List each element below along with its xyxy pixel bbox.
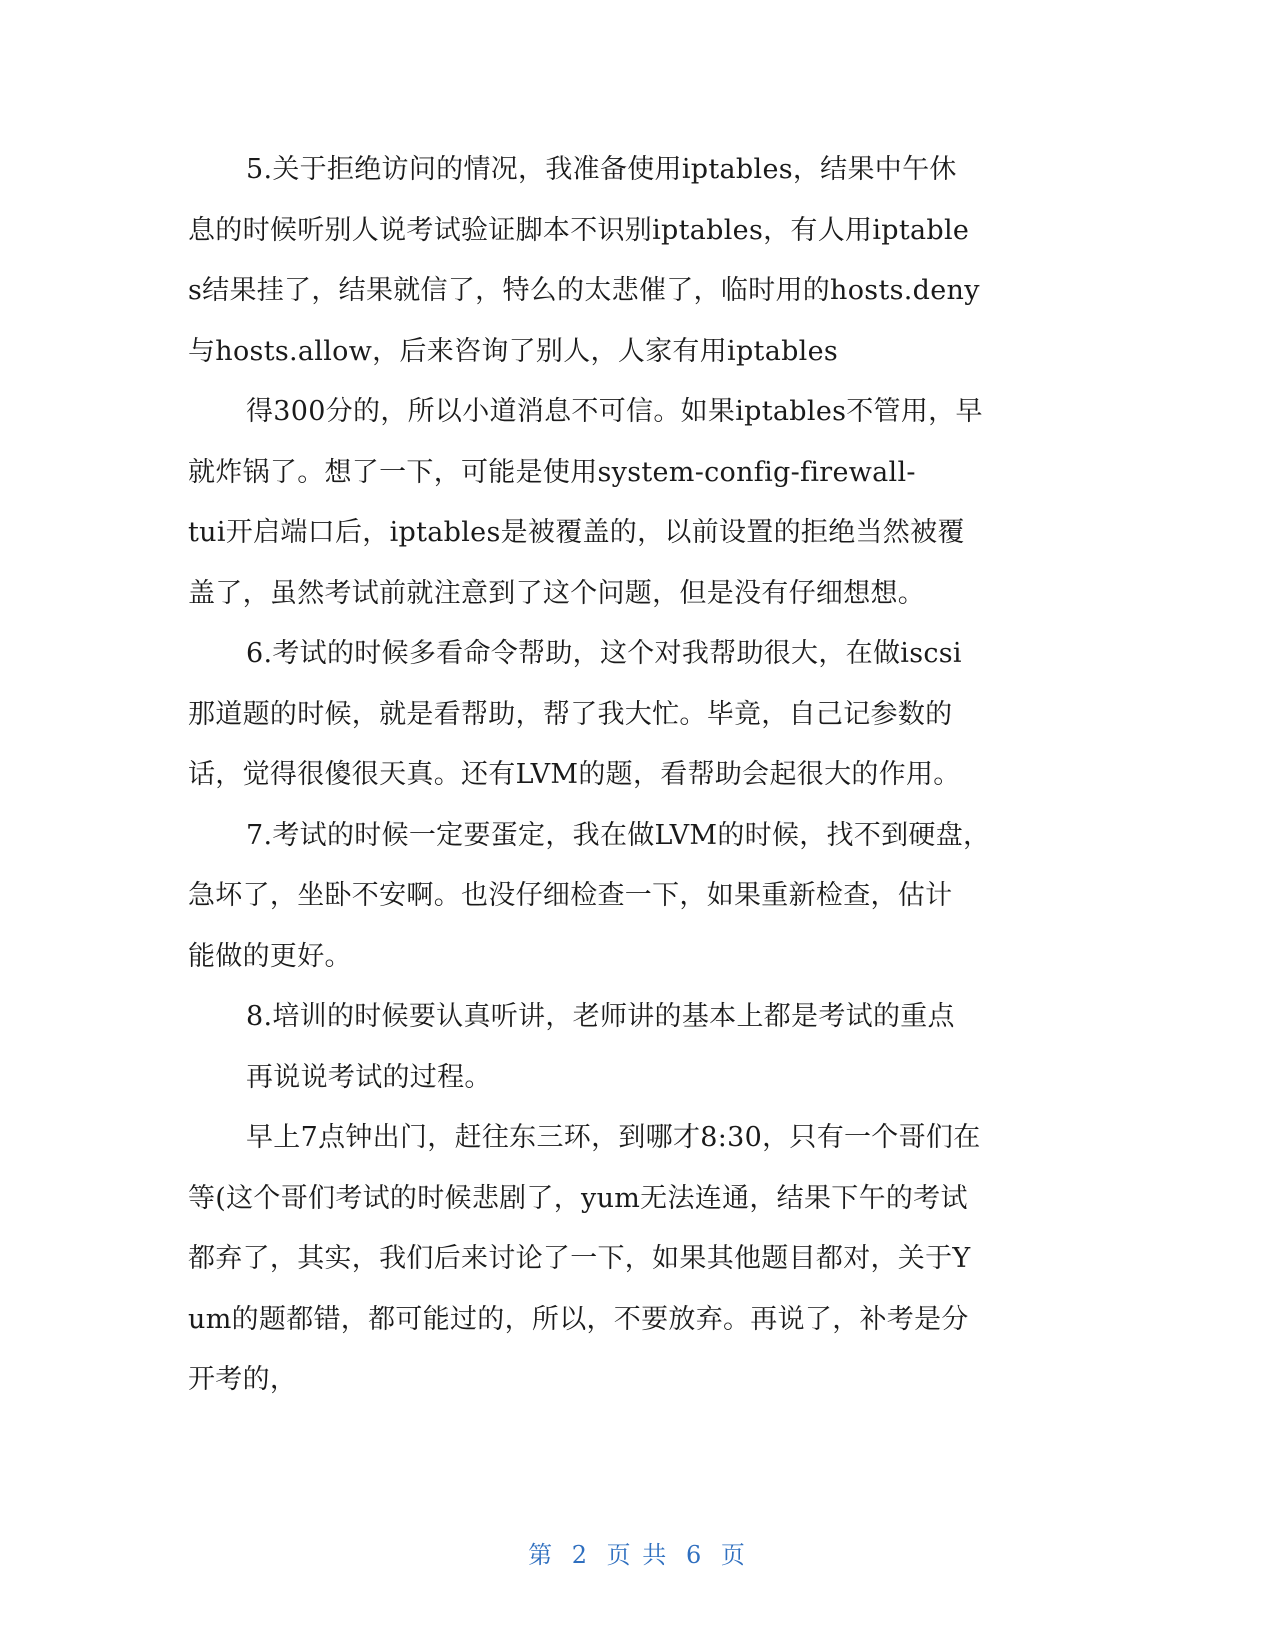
text-line: 早上7点钟出门，赶往东三环，到哪才8:30，只有一个哥们在	[246, 1122, 981, 1153]
text-line: 话，觉得很傻很天真。还有LVM的题，看帮助会起很大的作用。	[188, 759, 961, 790]
footer-total-pages: 6	[685, 1541, 704, 1569]
text-line: 7.考试的时候一定要蛋定，我在做LVM的时候，找不到硬盘，	[246, 819, 991, 851]
text-line: 开考的，	[188, 1364, 298, 1395]
text-line: 都弃了，其实，我们后来讨论了一下，如果其他题目都对，关于Y	[188, 1243, 971, 1274]
text-line: 那道题的时候，就是看帮助，帮了我大忙。毕竟，自己记参数的	[188, 698, 953, 730]
text-line: 得300分的，所以小道消息不可信。如果iptables不管用，早	[246, 396, 983, 427]
footer-prefix: 第	[528, 1541, 555, 1569]
document-body	[188, 140, 1068, 1411]
text-line: 再说说考试的过程。	[246, 1061, 492, 1093]
text-line: 息的时候听别人说考试验证脚本不识别iptables，有人用iptable	[188, 214, 970, 246]
footer-current-page: 2	[571, 1541, 590, 1569]
footer-suffix: 页	[720, 1541, 747, 1569]
text-line: s结果挂了，结果就信了，特么的太悲催了，临时用的hosts.deny	[188, 275, 980, 306]
footer-middle: 页 共	[606, 1541, 669, 1569]
text-line: 盖了，虽然考试前就注意到了这个问题，但是没有仔细想想。	[188, 577, 926, 609]
text-line: 5.关于拒绝访问的情况，我准备使用iptables，结果中午休	[246, 154, 957, 185]
text-line: um的题都错，都可能过的，所以，不要放弃。再说了，补考是分	[188, 1303, 969, 1335]
text-line: 8.培训的时候要认真听讲，老师讲的基本上都是考试的重点	[246, 1001, 955, 1032]
text-line: 6.考试的时候多看命令帮助，这个对我帮助很大，在做iscsi	[246, 638, 962, 669]
text-line: 急坏了，坐卧不安啊。也没仔细检查一下，如果重新检查，估计	[188, 880, 953, 911]
text-line: 与hosts.allow，后来咨询了别人，人家有用iptables	[188, 335, 839, 367]
text-line: 等(这个哥们考试的时候悲剧了，yum无法连通，结果下午的考试	[188, 1182, 968, 1214]
text-line: tui开启端口后，iptables是被覆盖的，以前设置的拒绝当然被覆	[188, 517, 965, 548]
text-line: 就炸锅了。想了一下，可能是使用system-config-firewall-	[188, 456, 916, 488]
page-footer	[0, 1535, 1275, 1570]
text-line: 能做的更好。	[188, 940, 352, 972]
